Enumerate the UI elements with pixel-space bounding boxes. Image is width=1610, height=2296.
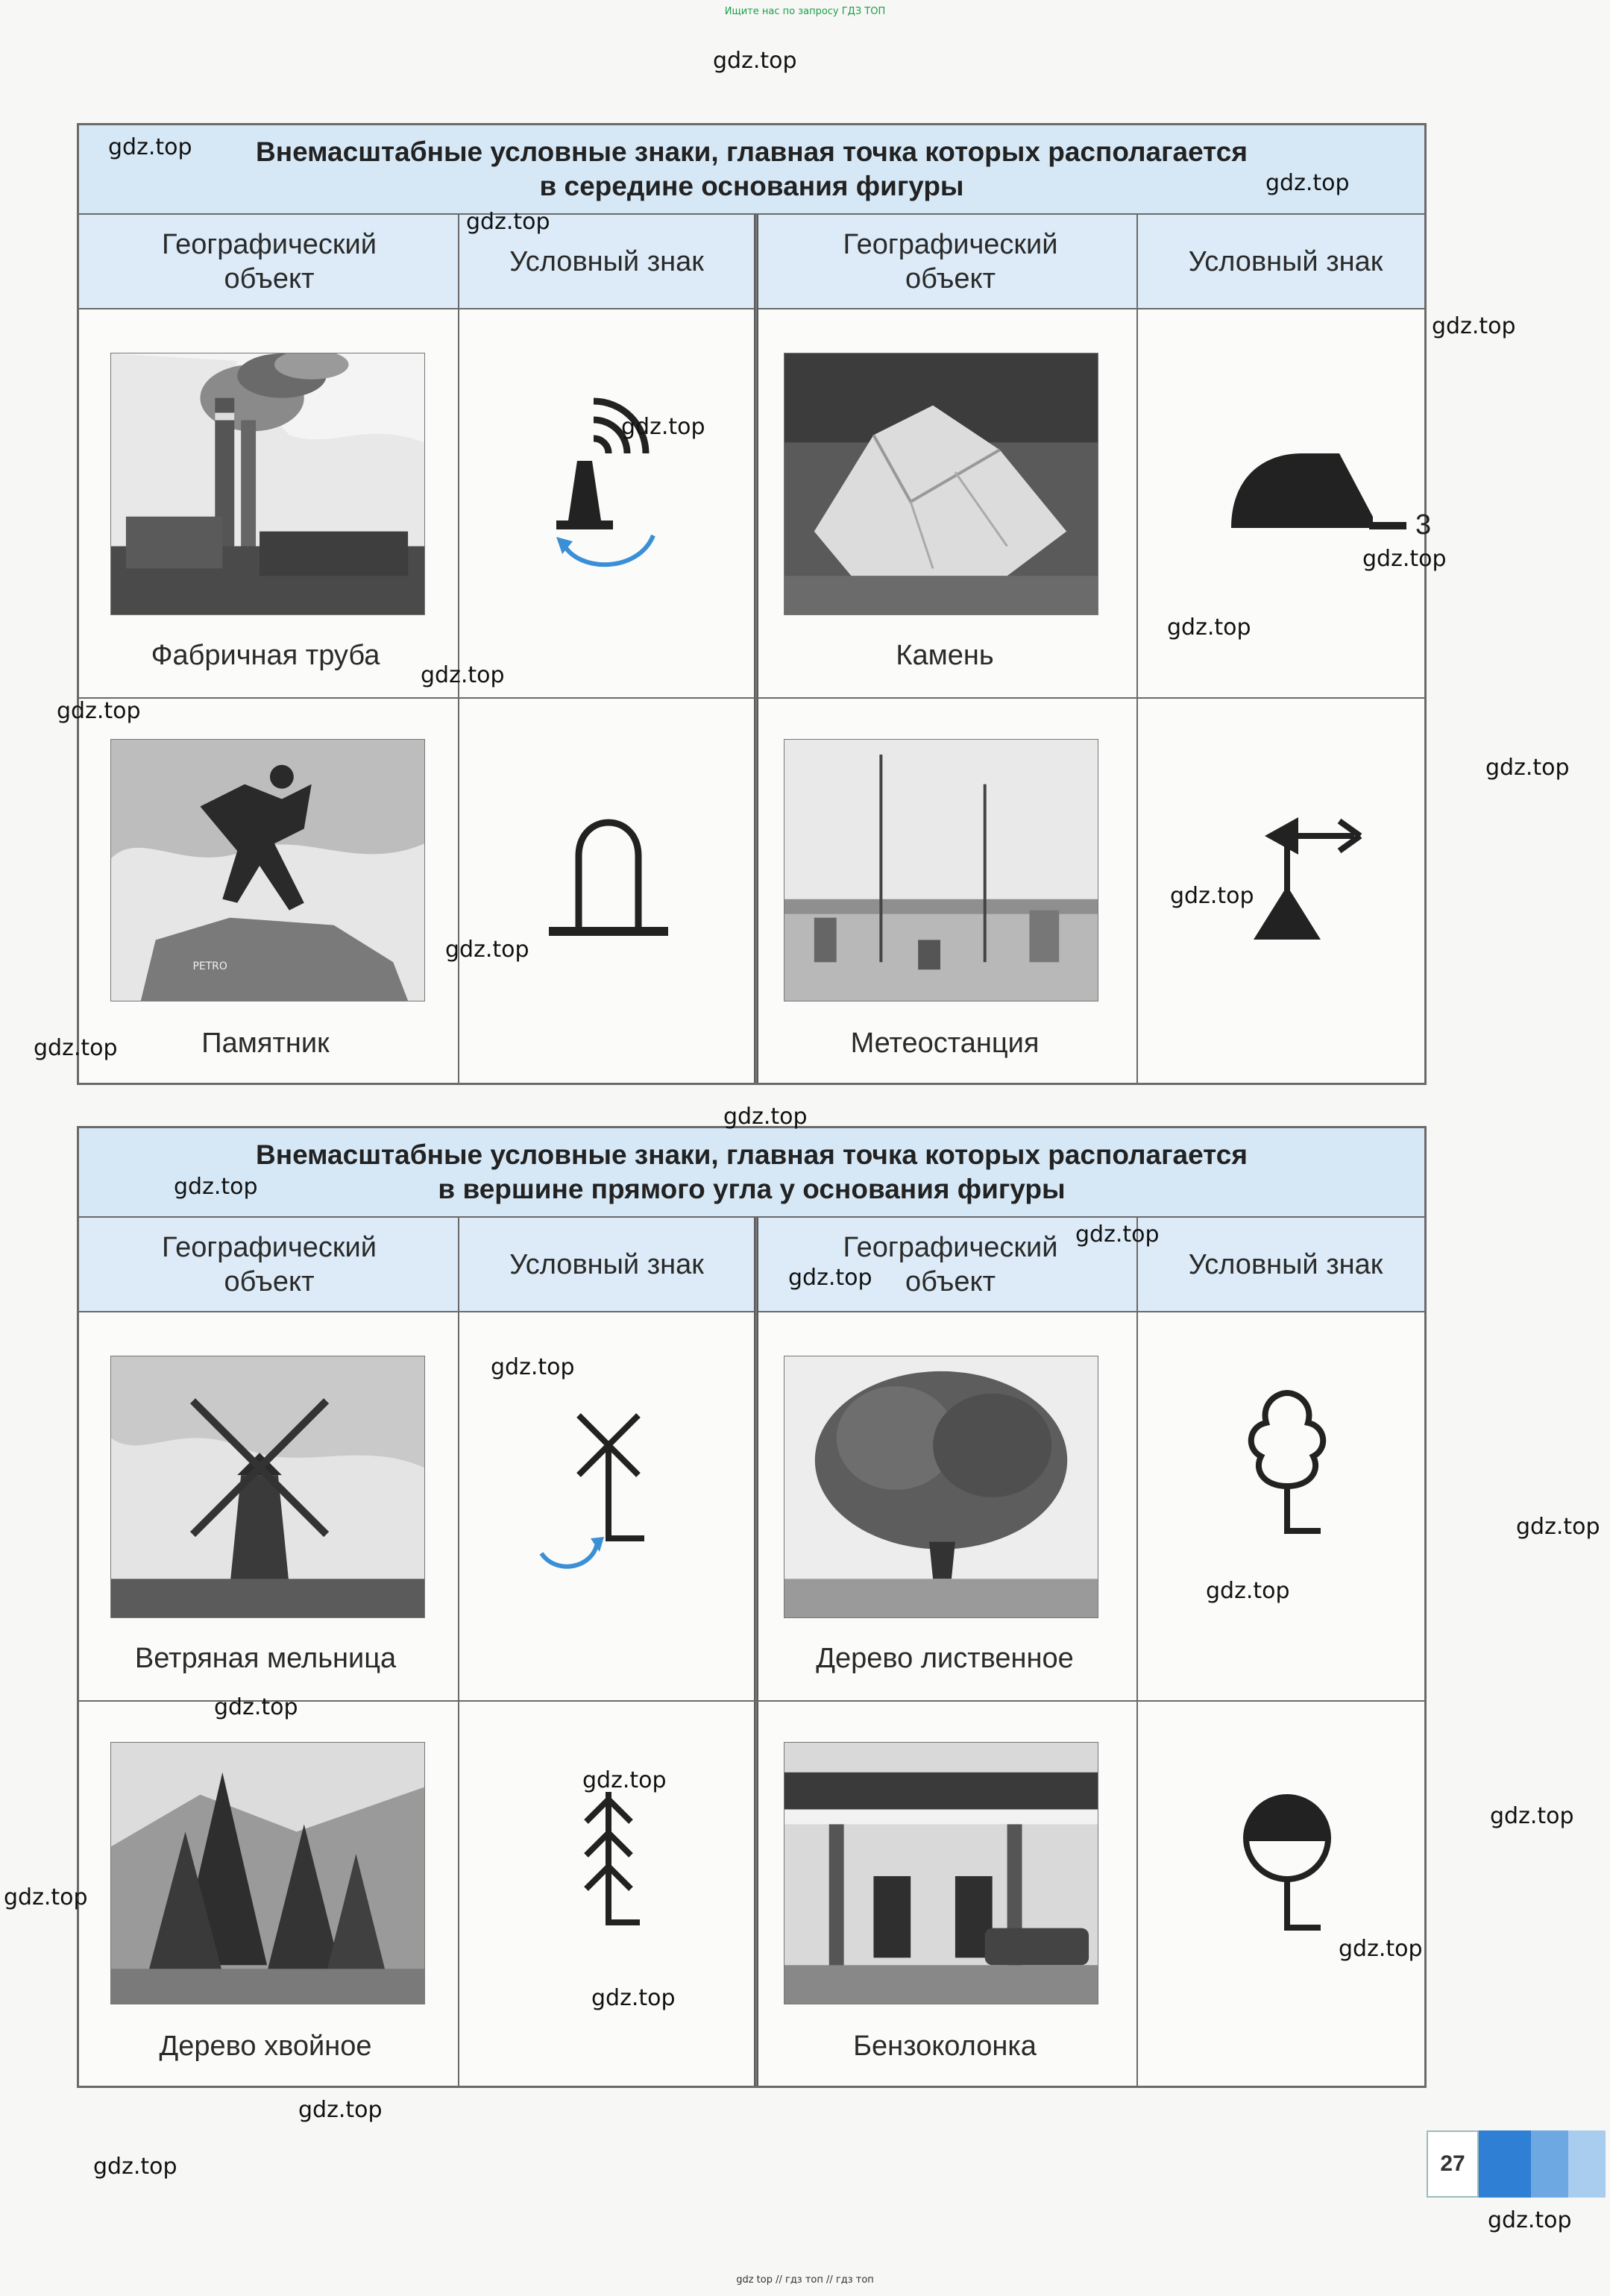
watermark: gdz.top — [1362, 546, 1447, 572]
watermark: gdz.top — [491, 1354, 575, 1380]
caption: Метеостанция — [850, 1028, 1040, 1059]
edge-tab — [1531, 2130, 1568, 2198]
header-object: Географический объект — [843, 228, 1058, 295]
title-line-2: в середине основания фигуры — [539, 171, 964, 201]
gas-station-sign-icon — [1123, 1740, 1451, 2038]
watermark: gdz.top — [57, 698, 141, 724]
photo-coniferous-tree — [110, 1742, 425, 2004]
watermark: gdz.top — [34, 1035, 118, 1061]
watermark: gdz.top — [591, 1985, 676, 2011]
photo-gas-station — [784, 1742, 1098, 2004]
watermark: gdz.top — [1490, 1803, 1574, 1829]
watermark: gdz.top — [93, 2154, 177, 2180]
watermark: gdz.top — [582, 1767, 667, 1793]
title-line-2: в вершине прямого угла у основания фигуры — [438, 1174, 1066, 1204]
watermark: gdz.top — [174, 1174, 258, 1200]
watermark: gdz.top — [1516, 1514, 1600, 1540]
table-header-row — [79, 215, 1424, 309]
header-sign: Условный знак — [1188, 245, 1383, 277]
watermark: gdz.top — [723, 1104, 808, 1130]
watermark: gdz.top — [466, 209, 550, 235]
bottom-note: gdz top // гдз топ // гдз топ — [736, 2274, 874, 2286]
watermark: gdz.top — [4, 1884, 88, 1910]
watermark: gdz.top — [1075, 1221, 1160, 1248]
watermark: gdz.top — [1265, 170, 1350, 196]
watermark: gdz.top — [108, 134, 192, 160]
photo-windmill — [110, 1356, 425, 1618]
monument-sign-icon — [444, 737, 773, 1035]
caption: Дерево хвойное — [159, 2031, 372, 2062]
watermark: gdz.top — [788, 1265, 872, 1291]
caption: Дерево лиственное — [816, 1643, 1074, 1674]
caption: Памятник — [201, 1028, 330, 1059]
watermark: gdz.top — [1488, 2207, 1572, 2233]
watermark: gdz.top — [1432, 313, 1516, 339]
header-sign: Условный знак — [1188, 1248, 1383, 1280]
watermark: gdz.top — [1167, 614, 1251, 641]
header-sign: Условный знак — [509, 245, 704, 277]
windmill-sign-icon — [444, 1352, 773, 1650]
watermark: gdz.top — [445, 937, 529, 963]
photo-deciduous-tree — [784, 1356, 1098, 1618]
title-line-1: Внемасштабные условные знаки, главная точка которых располагается — [256, 1139, 1248, 1170]
watermark: gdz.top — [298, 2097, 383, 2123]
caption: Ветряная мельница — [134, 1643, 397, 1674]
edge-tab — [1479, 2130, 1531, 2198]
page-number: 27 — [1427, 2130, 1479, 2198]
edge-tab — [1568, 2130, 1606, 2198]
deciduous-tree-sign-icon — [1123, 1352, 1451, 1650]
watermark: gdz.top — [1339, 1936, 1423, 1962]
watermark: gdz.top — [1485, 755, 1570, 781]
table-main-point-right-angle — [77, 1126, 1427, 2088]
table-title — [79, 1128, 1424, 1218]
stone-sign-icon — [1123, 349, 1451, 647]
watermark: gdz.top — [621, 414, 705, 440]
watermark: gdz.top — [421, 662, 505, 688]
caption: Бензоколонка — [853, 2031, 1037, 2062]
title-line-1: Внемасштабные условные знаки, главная точка которых располагается — [256, 136, 1248, 167]
header-sign: Условный знак — [509, 1248, 704, 1280]
watermark: gdz.top — [1206, 1578, 1290, 1604]
stone-height-label: 3 — [1415, 509, 1432, 541]
header-object: Географический объект — [843, 1231, 1058, 1298]
top-note: Ищите нас по запросу ГДЗ ТОП — [724, 6, 886, 17]
svg-text:PETRO: PETRO — [192, 960, 227, 973]
table-main-point-base-middle — [77, 123, 1432, 1085]
photo-factory-chimney — [110, 353, 425, 615]
factory-chimney-sign-icon — [444, 349, 773, 647]
watermark: gdz.top — [713, 48, 797, 74]
photo-stone — [784, 353, 1098, 615]
header-object: Географический объект — [162, 228, 377, 295]
header-object: Географический объект — [162, 1231, 377, 1298]
watermark: gdz.top — [1170, 883, 1254, 909]
table-title — [79, 125, 1424, 215]
caption: Камень — [896, 640, 994, 671]
photo-monument — [110, 739, 425, 1001]
photo-weather-station — [784, 739, 1098, 1001]
table-header-row — [79, 1218, 1424, 1312]
watermark: gdz.top — [214, 1694, 298, 1720]
caption: Фабричная труба — [151, 640, 380, 671]
